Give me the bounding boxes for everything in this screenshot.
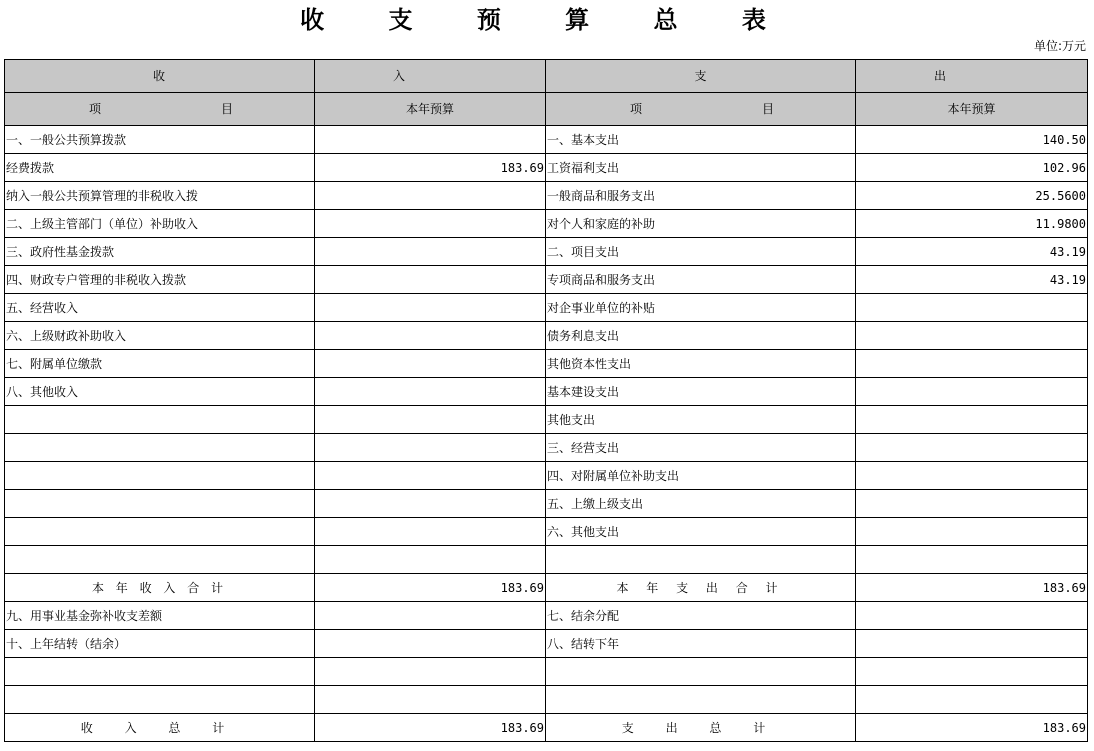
income-label: 九、用事业基金弥补收支差额 [5,602,315,630]
expense-value [856,518,1088,546]
income-label: 七、附属单位缴款 [5,350,315,378]
expense-value: 102.96 [856,154,1088,182]
table-row [5,294,1088,322]
income-total-value: 183.69 [315,714,546,742]
income-value [315,322,546,350]
expense-label: 二、项目支出 [546,238,856,266]
income-label [5,490,315,518]
income-value [315,630,546,658]
income-label: 四、财政专户管理的非税收入拨款 [5,266,315,294]
income-value [315,406,546,434]
income-value [315,182,546,210]
table-row [5,518,1088,546]
table-row [5,490,1088,518]
income-label [5,406,315,434]
table-row [5,602,1088,630]
expense-label: 八、结转下年 [546,630,856,658]
expense-label: 对个人和家庭的补助 [546,210,856,238]
expense-value: 140.50 [856,126,1088,154]
income-value [315,602,546,630]
income-label: 十、上年结转（结余） [5,630,315,658]
header-item-a: 项 [89,102,102,116]
expense-value: 11.9800 [856,210,1088,238]
expense-value [856,462,1088,490]
grand-total-row [5,714,1088,742]
header-row-2 [5,93,1088,126]
table-row [5,434,1088,462]
table-row [5,462,1088,490]
income-label: 五、经营收入 [5,294,315,322]
income-value [315,350,546,378]
expense-subtotal-value: 183.69 [856,574,1088,602]
income-value: 183.69 [315,154,546,182]
expense-label: 五、上缴上级支出 [546,490,856,518]
expense-value: 43.19 [856,238,1088,266]
income-label: 纳入一般公共预算管理的非税收入拨 [5,182,315,210]
expense-total-label: 支 出 总 计 [546,714,856,742]
income-value [315,238,546,266]
expense-label: 一般商品和服务支出 [546,182,856,210]
table-row [5,630,1088,658]
income-label [5,434,315,462]
header-item-b: 目 [221,102,234,116]
expense-value: 25.5600 [856,182,1088,210]
income-value [315,490,546,518]
expense-value [856,378,1088,406]
income-subtotal-value: 183.69 [315,574,546,602]
table-row [5,210,1088,238]
expense-label [546,546,856,574]
income-subtotal-label: 本 年 收 入 合 计 [5,574,315,602]
header-row-1 [5,60,1088,93]
income-value [315,126,546,154]
subtotal-row [5,574,1088,602]
expense-label: 工资福利支出 [546,154,856,182]
table-row [5,126,1088,154]
table-row [5,350,1088,378]
income-value [315,658,546,686]
expense-value [856,686,1088,714]
expense-label: 七、结余分配 [546,602,856,630]
income-label: 经费拨款 [5,154,315,182]
header-expense-a: 支 [546,60,856,93]
table-row [5,238,1088,266]
table-row [5,378,1088,406]
table-row [5,686,1088,714]
expense-value [856,546,1088,574]
income-label: 八、其他收入 [5,378,315,406]
header-item2-a: 项 [630,102,643,116]
expense-label: 其他支出 [546,406,856,434]
income-value [315,462,546,490]
header-budget-expense: 本年预算 [856,93,1088,126]
income-label [5,658,315,686]
expense-total-value: 183.69 [856,714,1088,742]
expense-label: 一、基本支出 [546,126,856,154]
header-income-a: 收 [5,60,315,93]
expense-value [856,490,1088,518]
table-row [5,154,1088,182]
income-label [5,518,315,546]
income-total-label: 收 入 总 计 [5,714,315,742]
income-label [5,462,315,490]
income-label: 一、一般公共预算拨款 [5,126,315,154]
income-label [5,686,315,714]
expense-subtotal-label: 本 年 支 出 合 计 [546,574,856,602]
expense-value [856,434,1088,462]
income-label: 六、上级财政补助收入 [5,322,315,350]
budget-table [4,59,1088,742]
expense-value [856,658,1088,686]
header-item2-b: 目 [762,102,775,116]
income-value [315,434,546,462]
expense-value [856,602,1088,630]
unit-label: 单位:万元 [1033,39,1086,53]
table-row [5,266,1088,294]
expense-value [856,294,1088,322]
expense-label: 三、经营支出 [546,434,856,462]
income-value [315,294,546,322]
expense-label: 对企事业单位的补贴 [546,294,856,322]
expense-label: 基本建设支出 [546,378,856,406]
table-row [5,658,1088,686]
header-item-income [5,93,315,126]
income-value [315,546,546,574]
header-item-expense [546,93,856,126]
income-label: 三、政府性基金拨款 [5,238,315,266]
expense-label: 其他资本性支出 [546,350,856,378]
header-expense-b: 出 [856,60,1088,93]
table-row [5,322,1088,350]
expense-value [856,322,1088,350]
expense-label: 四、对附属单位补助支出 [546,462,856,490]
header-budget-income: 本年预算 [315,93,546,126]
income-value [315,518,546,546]
income-label [5,546,315,574]
expense-label [546,686,856,714]
table-row [5,546,1088,574]
income-value [315,210,546,238]
income-label: 二、上级主管部门（单位）补助收入 [5,210,315,238]
expense-label: 六、其他支出 [546,518,856,546]
income-value [315,378,546,406]
table-row [5,406,1088,434]
page-title: 收 支 预 算 总 表 [300,5,794,34]
expense-value [856,406,1088,434]
expense-value [856,630,1088,658]
income-value [315,266,546,294]
header-income-b: 入 [315,60,546,93]
expense-label [546,658,856,686]
expense-label: 债务利息支出 [546,322,856,350]
expense-value [856,350,1088,378]
expense-label: 专项商品和服务支出 [546,266,856,294]
table-row [5,182,1088,210]
expense-value: 43.19 [856,266,1088,294]
income-value [315,686,546,714]
